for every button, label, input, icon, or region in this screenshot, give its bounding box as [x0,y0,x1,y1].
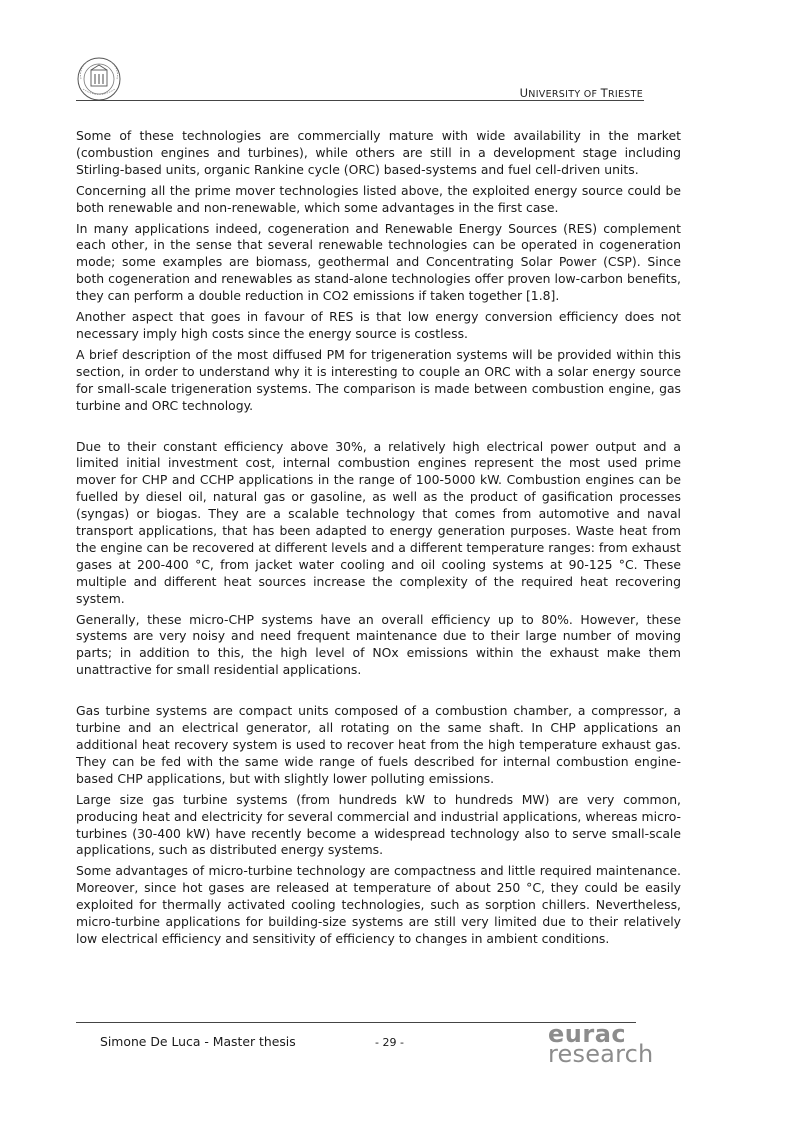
section-gap [76,419,681,439]
brand-line-2: research [548,1040,654,1068]
eurac-research-logo [548,1020,654,1068]
university-seal-icon [73,56,125,102]
paragraph: Some of these technologies are commercially mature with wide availability in the market (combustion engines and turbines), while others are still in a development stage including Stirling-based units, organic Rankine cycle (ORC) based-systems and fuel cell-driven units. [76,128,681,177]
page-number: - 29 - [375,1036,404,1049]
section-gap [76,683,681,703]
paragraph: Due to their constant efficiency above 30%, a relatively high electrical power output and a limited initial investment cost, internal combustion engines represent the most used prime mover for CHP and CCHP applications in the range of 100-5000 kW. Combustion engines can be fuelled by diesel oil, natural gas or gasoline, as well as the product of gasification processes (syngas) or biogas. They are a scalable technology that comes from automotive and naval transport applications, that has been adapted to energy generation purposes. Waste heat from the engine can be recovered at different levels and a different temperature ranges: from exhaust gases at 200-400 °C, from jacket water cooling and oil cooling systems at 90-125 °C. These multiple and different heat sources increase the complexity of the required heat recovering system. [76,438,681,606]
paragraph: Concerning all the prime mover technologies listed above, the exploited energy source could be both renewable and non-renewable, which some advantages in the first case. [76,182,681,215]
header-institution: UNIVERSITY OF TRIESTE [519,86,643,100]
paragraph: Large size gas turbine systems (from hundreds kW to hundreds MW) are very common, producing heat and electricity for several commercial and industrial applications, whereas micro-turbines (30-400 kW) have recently become a widespread technology also to serve small-scale applications, such as distributed energy systems. [76,791,681,858]
paragraph: A brief description of the most diffused PM for trigeneration systems will be provided within this section, in order to understand why it is interesting to couple an ORC with a solar energy source for small-scale trigeneration systems. The comparison is made between combustion engine, gas turbine and ORC technology. [76,346,681,413]
header-divider [76,100,644,101]
paragraph: Gas turbine systems are compact units composed of a combustion chamber, a compressor, a turbine and an electrical generator, all rotating on the same shaft. In CHP applications an additional heat recovery system is used to recover heat from the high temperature exhaust gas. They can be fed with the same wide range of fuels described for internal combustion engine-based CHP applications, but with slightly lower polluting emissions. [76,703,681,786]
paragraph: Another aspect that goes in favour of RES is that low energy conversion efficiency does not necessary imply high costs since the energy source is costless. [76,309,681,341]
footer-author: Simone De Luca - Master thesis [100,1034,296,1049]
page-body [76,128,681,952]
paragraph: In many applications indeed, cogeneration and Renewable Energy Sources (RES) complement each other, in the sense that several renewable technologies can be operated in cogeneration mode; some examples are biomass, geothermal and Concentrating Solar Power (CSP). Since both cogeneration and renewables as stand-alone technologies offer proven low-carbon benefits, they can perform a double reduction in CO2 emissions if taken together [1.8]. [76,220,681,304]
paragraph: Some advantages of micro-turbine technology are compactness and little required maintenance. Moreover, since hot gases are released at temperature of about 250 °C, they could be easily exploited for thermally activated cooling technologies, such as sorption chillers. Nevertheless, micro-turbine applications for building-size systems are still very limited due to their relatively low electrical efficiency and sensitivity of efficiency to changes in ambient conditions. [76,863,681,946]
paragraph: Generally, these micro-CHP systems have an overall efficiency up to 80%. However, these systems are very noisy and need frequent maintenance due to their large number of moving parts; in addition to this, the high level of NOx emissions within the exhaust make them unattractive for small residential applications. [76,611,681,678]
brand-line-1: eurac [548,1020,627,1048]
